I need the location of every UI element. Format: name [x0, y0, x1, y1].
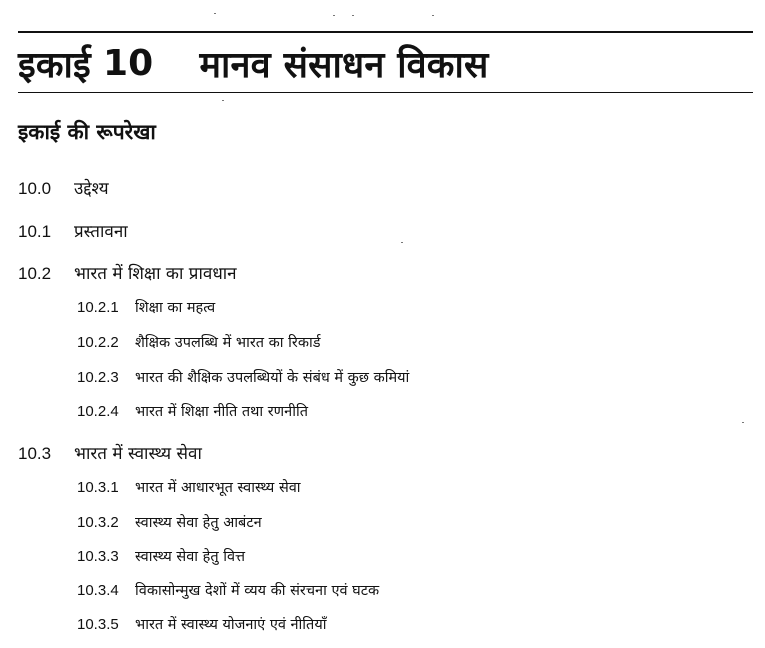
outline-item-text: शैक्षिक उपलब्धि में भारत का रिकार्ड	[135, 335, 321, 351]
outline-item	[77, 297, 215, 317]
outline-item	[18, 219, 128, 242]
outline-item	[77, 367, 409, 387]
outline-item-text: भारत में आधारभूत स्वास्थ्य सेवा	[135, 480, 301, 496]
outline-item-text: विकासोन्मुख देशों में व्यय की संरचना एवं घटक	[135, 583, 380, 599]
outline-item	[18, 261, 237, 284]
outline-item-number: 10.3.1	[77, 479, 119, 496]
outline-item	[18, 441, 202, 464]
outline-item-number: 10.2.1	[77, 299, 119, 316]
outline-item	[77, 580, 379, 600]
scan-speck	[352, 15, 354, 16]
outline-item-text: भारत में स्वास्थ्य योजनाएं एवं नीतियाँ	[135, 617, 327, 633]
outline-item-number: 10.3.5	[77, 616, 119, 633]
outline-item	[77, 332, 320, 352]
outline-item-number: 10.3.3	[77, 548, 119, 565]
scan-speck	[333, 15, 335, 16]
outline-item-number: 10.3	[18, 444, 52, 463]
outline-item-number: 10.3.4	[77, 582, 119, 599]
outline-item-number: 10.2.4	[77, 403, 119, 420]
outline-item	[77, 512, 262, 532]
outline-item	[77, 614, 327, 634]
outline-item-text: भारत में स्वास्थ्य सेवा	[74, 444, 202, 464]
outline-item	[77, 546, 245, 566]
outline-item	[18, 176, 109, 199]
scan-speck	[432, 15, 434, 16]
unit-name: मानव संसाधन विकास	[199, 44, 489, 86]
unit-label: इकाई	[18, 44, 91, 86]
outline-item-text: भारत में शिक्षा का प्रावधान	[74, 264, 237, 284]
outline-item	[77, 401, 308, 421]
outline-item-text: स्वास्थ्य सेवा हेतु वित्त	[135, 549, 246, 565]
outline-item-text: शिक्षा का महत्व	[135, 300, 216, 316]
unit-number: 10	[102, 42, 154, 84]
scan-speck	[401, 242, 403, 243]
outline-item-number: 10.0	[18, 179, 52, 198]
outline-item-text: भारत में शिक्षा नीति तथा रणनीति	[135, 404, 308, 420]
outline-item-number: 10.3.2	[77, 514, 119, 531]
scan-speck	[222, 100, 224, 101]
outline-item-text: स्वास्थ्य सेवा हेतु आबंटन	[135, 515, 262, 531]
outline-heading: इकाई की रूपरेखा	[18, 120, 156, 144]
outline-item-number: 10.2.2	[77, 334, 119, 351]
scan-speck	[214, 13, 216, 14]
outline-item	[77, 477, 301, 497]
scan-speck	[742, 422, 744, 423]
outline-item-number: 10.1	[18, 222, 52, 241]
outline-item-text: भारत की शैक्षिक उपलब्धियों के संबंध में कुछ कमियां	[135, 370, 410, 386]
outline-item-number: 10.2.3	[77, 369, 119, 386]
outline-item-text: प्रस्तावना	[74, 222, 128, 242]
outline-item-text: उद्देश्य	[74, 179, 109, 199]
outline-item-number: 10.2	[18, 264, 52, 283]
